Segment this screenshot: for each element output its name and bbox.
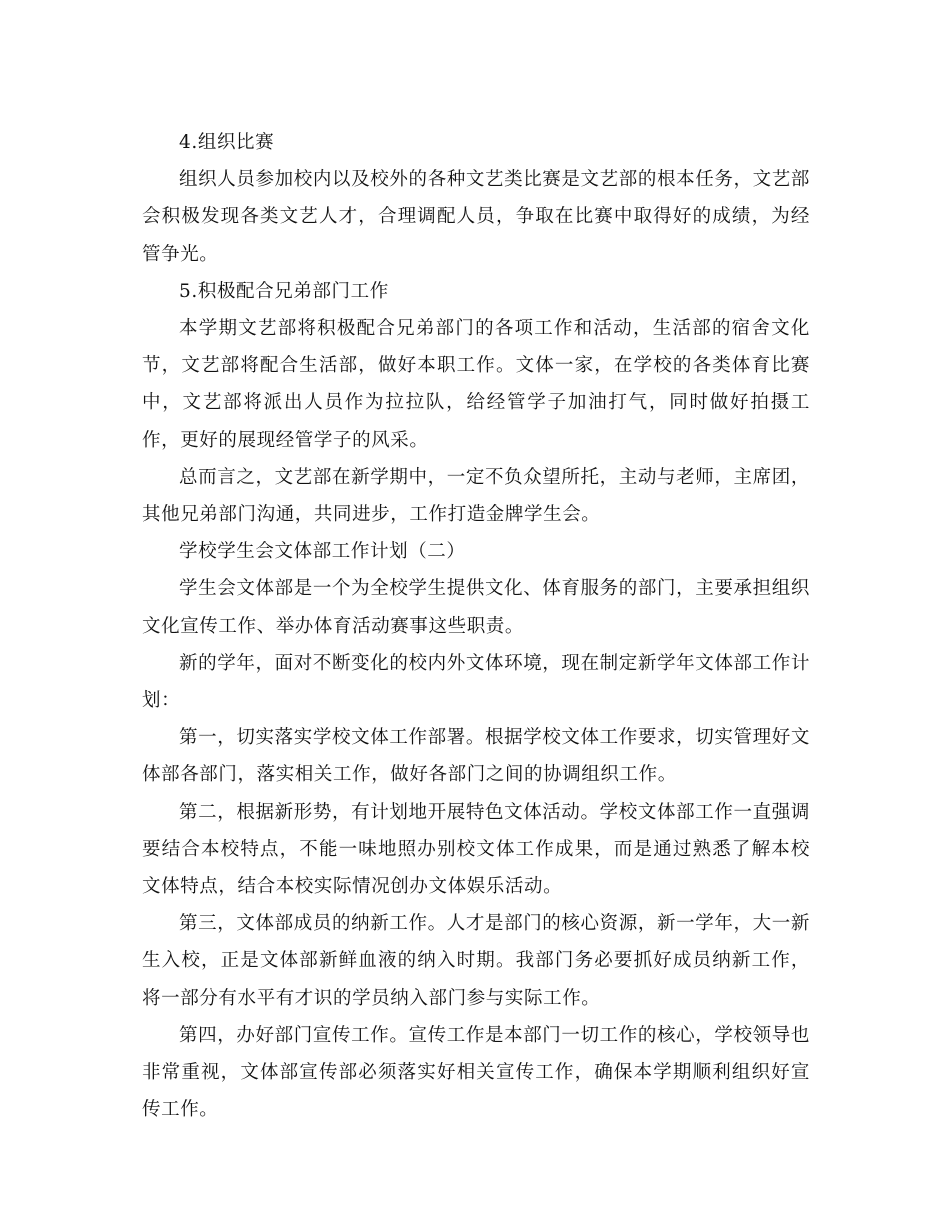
- paragraph-item-one: 第一，切实落实学校文体工作部署。根据学校文体工作要求，切实管理好文体部各部门，落实相关工作，做好各部门之间的协调组织工作。: [142, 727, 810, 786]
- paragraph-item-four: 第四，办好部门宣传工作。宣传工作是本部门一切工作的核心，学校领导也非常重视，文体部宣传部必须落实好相关宣传工作，确保本学期顺利组织好宣传工作。: [142, 1024, 810, 1121]
- paragraph-summary: 总而言之，文艺部在新学期中，一定不负众望所托，主动与老师，主席团，其他兄弟部门沟通，共同进步，工作打造金牌学生会。: [142, 466, 810, 526]
- paragraph-new-year-plan: 新的学年，面对不断变化的校内外文体环境，现在制定新学年文体部工作计划：: [142, 652, 810, 712]
- paragraph-competitions: 组织人员参加校内以及校外的各种文艺类比赛是文艺部的根本任务，文艺部会积极发现各类文艺人才，合理调配人员，争取在比赛中取得好的成绩，为经管争光。: [142, 169, 810, 265]
- document-body: [142, 124, 810, 1128]
- section-heading-organize-competitions: 4.组织比赛: [179, 132, 275, 153]
- paragraph-department-intro: 学生会文体部是一个为全校学生提供文化、体育服务的部门，主要承担组织文化宣传工作、举办体育活动赛事这些职责。: [142, 578, 810, 637]
- section-title-plan-two: 学校学生会文体部工作计划（二）: [179, 541, 466, 563]
- section-heading-cooperate-departments: 5.积极配合兄弟部门工作: [179, 280, 389, 302]
- paragraph-cooperation: 本学期文艺部将积极配合兄弟部门的各项工作和活动，生活部的宿舍文化节，文艺部将配合生活部，做好本职工作。文体一家，在学校的各类体育比赛中，文艺部将派出人员作为拉拉队，给经管学子加油打气，同时做好拍摄工作，更好的展现经管学子的风采。: [142, 318, 810, 451]
- paragraph-item-three: 第三，文体部成员的纳新工作。人才是部门的核心资源，新一学年，大一新生入校，正是文体部新鲜血液的纳入时期。我部门务必要抓好成员纳新工作，将一部分有水平有才识的学员纳入部门参与实际工作。: [142, 913, 810, 1009]
- paragraph-item-two: 第二，根据新形势，有计划地开展特色文体活动。学校文体部工作一直强调要结合本校特点，不能一味地照办别校文体工作成果，而是通过熟悉了解本校文体特点，结合本校实际情况创办文体娱乐活动。: [142, 801, 810, 898]
